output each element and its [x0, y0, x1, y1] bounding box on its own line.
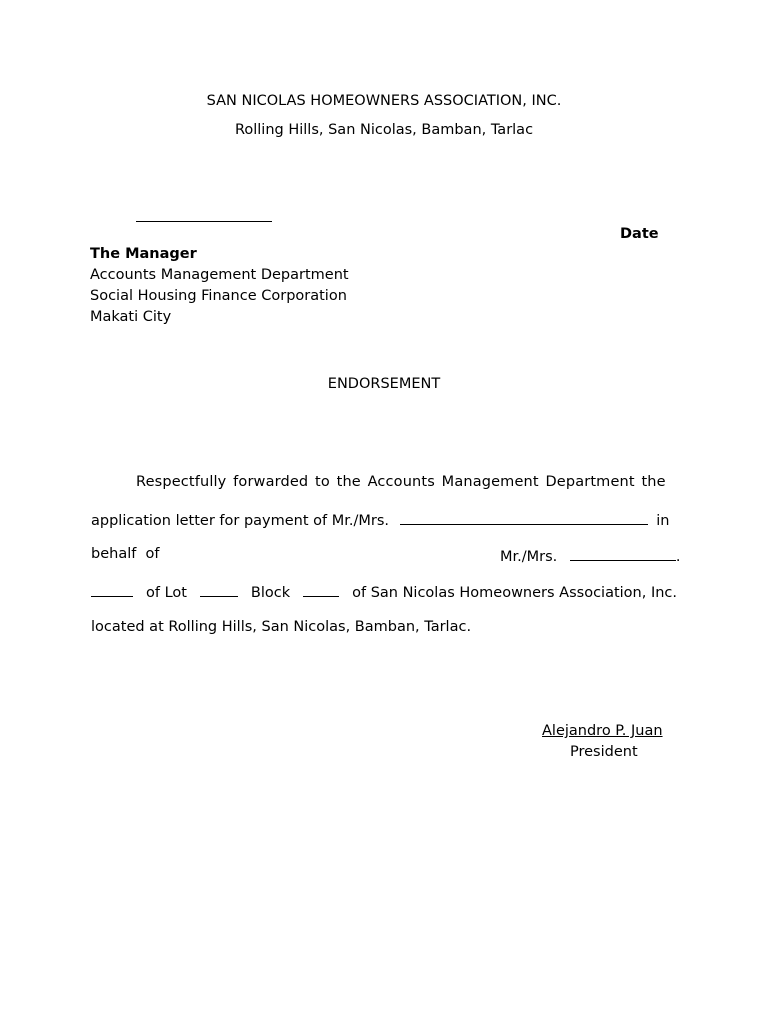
body-line-4-rest: of San Nicolas Homeowners Association, Inc.	[352, 585, 677, 601]
signatory-name	[542, 723, 663, 739]
body-line-3-prefix: behalf of	[91, 546, 160, 562]
subject-heading: ENDORSEMENT	[327, 376, 441, 392]
body-line-2-prefix: application letter for payment of Mr./Mrs.	[91, 513, 390, 529]
body-line-3-mid	[500, 546, 681, 565]
body-line-3	[91, 546, 681, 565]
date-label: Date	[620, 226, 659, 242]
body-line-2	[91, 510, 677, 529]
lot-number-blank	[200, 582, 238, 597]
body-line-1	[136, 474, 677, 490]
applicant-name-blank-1	[400, 510, 480, 525]
recipient-title: The Manager	[90, 246, 197, 262]
date-signature-line	[136, 221, 272, 222]
block-label: Block	[250, 585, 291, 601]
body-line-3-mrs: Mr./Mrs.	[500, 549, 558, 565]
applicant-name-blank-2	[480, 510, 648, 525]
recipient-city: Makati City	[90, 309, 172, 325]
body-line-4	[91, 582, 677, 601]
org-address: Rolling Hills, San Nicolas, Bamban, Tarlac	[234, 122, 534, 138]
org-name: SAN NICOLAS HOMEOWNERS ASSOCIATION, INC.	[206, 93, 562, 109]
recipient-department: Accounts Management Department	[90, 267, 349, 283]
signatory-position: President	[570, 744, 638, 760]
lot-owner-blank	[91, 582, 133, 597]
recipient-company: Social Housing Finance Corporation	[90, 288, 347, 304]
behalf-name-blank	[570, 546, 676, 561]
block-number-blank	[303, 582, 339, 597]
body-line-2-suffix: in	[656, 513, 670, 529]
of-lot-label: of Lot	[145, 585, 187, 601]
body-line-1-text: Respectfully forwarded to the Accounts Management Department the	[136, 474, 666, 490]
signatory-name-text: Alejandro P. Juan	[542, 723, 663, 739]
body-line-5: located at Rolling Hills, San Nicolas, Bamban, Tarlac.	[91, 619, 472, 635]
body-line-3-period: .	[675, 549, 681, 565]
